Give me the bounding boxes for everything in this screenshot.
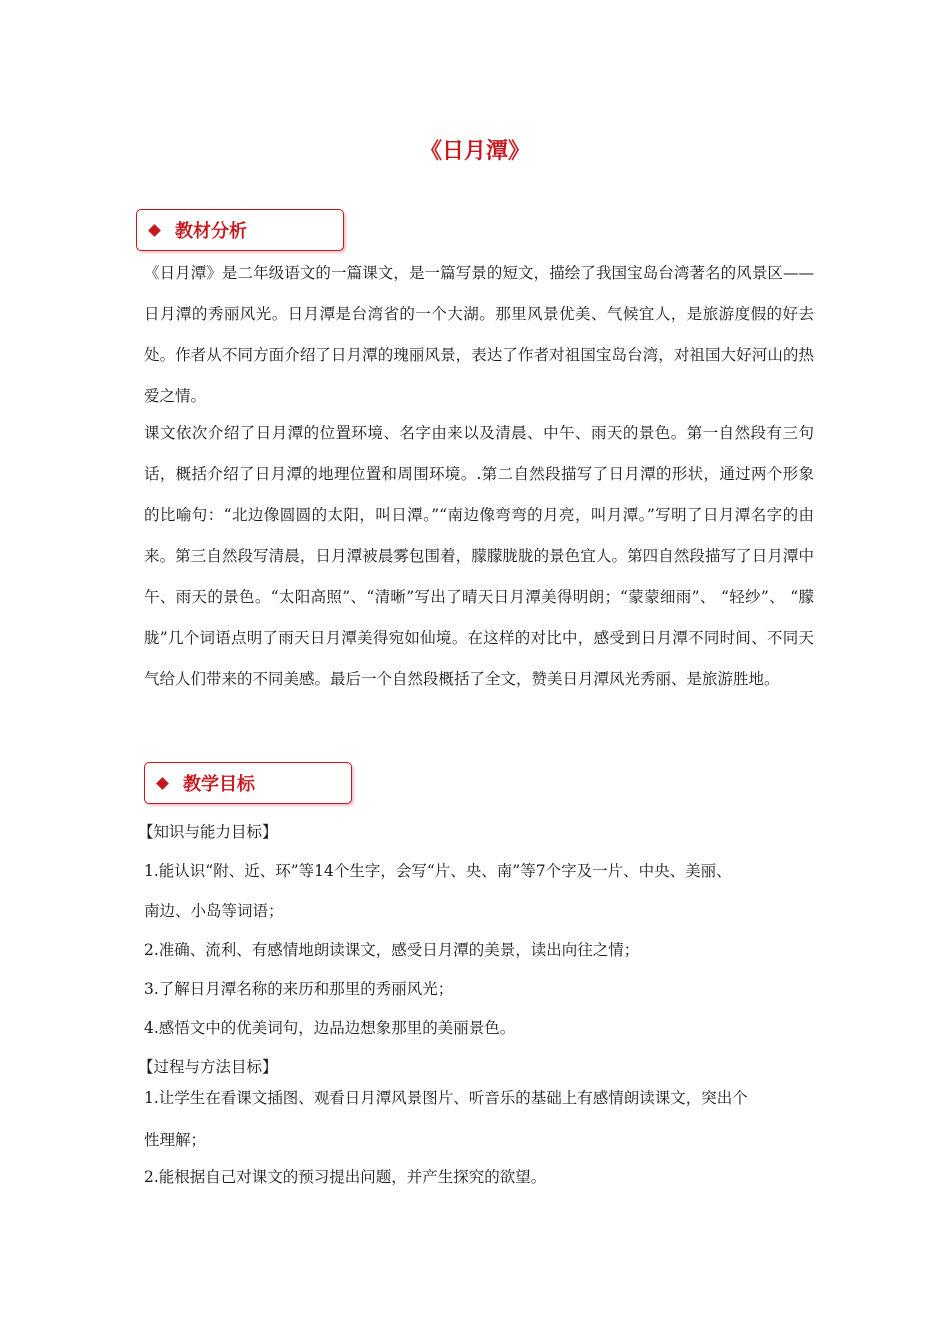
knowledge-goal-item: 南边、小岛等词语； <box>144 902 284 920</box>
knowledge-goals-heading: 【知识与能力目标】 <box>138 823 278 841</box>
section-heading-label: 教学目标 <box>183 774 255 795</box>
diamond-bullet-icon <box>148 224 161 237</box>
analysis-paragraph-1: 《日月潭》是二年级语文的一篇课文，是一篇写景的短文，描绘了我国宝岛台湾著名的风景区——日月潭的秀丽风光。日月潭是台湾省的一个大湖。那里风景优美、气候宜人，是旅游度假的好去处。作者从不同方面介绍了日月潭的瑰丽风景，表达了作者对祖国宝岛台湾，对祖国大好河山的热爱之情。 <box>144 264 814 405</box>
knowledge-goal-item: 1.能认识“附、近、环”等14个生字，会写“片、央、南”等7个字及一片、中央、美丽、 <box>144 862 732 880</box>
knowledge-goal-item: 4.感悟文中的优美词句，边品边想象那里的美丽景色。 <box>144 1019 516 1037</box>
process-goals-heading: 【过程与方法目标】 <box>138 1058 278 1076</box>
analysis-paragraph-2: 课文依次介绍了日月潭的位置环境、名字由来以及清晨、中午、雨天的景色。第一自然段有三句话，概括介绍了日月潭的地理位置和周围环境。.第二自然段描写了日月潭的形状，通过两个形象的比喻句：“北边像圆圆的太阳，叫日潭。”“南边像弯弯的月亮，叫月潭。”写明了日月潭名字的由来。第三自然段写清晨，日月潭被晨雾包围着，朦朦胧胧的景色宜人。第四自然段描写了日月潭中午、雨天的景色。“太阳高照”、“清晰”写出了晴天日月潭美得明朗；“蒙蒙细雨”、 “轻纱”、 “朦胧”几个词语点明了雨天日月潭美得宛如仙境。在这样的对比中，感受到日月潭不同时间、不同天气给人们带来的不同美感。最后一个自然段概括了全文，赞美日月潭风光秀丽、是旅游胜地。 <box>144 424 814 688</box>
section-heading-goals <box>144 762 352 804</box>
diamond-bullet-icon <box>156 777 169 790</box>
process-goal-item: 性理解； <box>144 1131 207 1149</box>
process-goal-item: 2.能根据自己对课文的预习提出问题，并产生探究的欲望。 <box>144 1168 547 1186</box>
section-heading-label: 教材分析 <box>175 221 247 242</box>
knowledge-goal-item: 3.了解日月潭名称的来历和那里的秀丽风光； <box>144 980 454 998</box>
process-goal-item: 1.让学生在看课文插图、观看日月潭风景图片、听音乐的基础上有感情朗读课文，突出个 <box>144 1089 748 1107</box>
section-heading-analysis <box>136 209 344 251</box>
knowledge-goal-item: 2.准确、流利、有感情地朗读课文，感受日月潭的美景，读出向往之情； <box>144 941 640 959</box>
page-title: 《日月潭》 <box>419 139 530 164</box>
